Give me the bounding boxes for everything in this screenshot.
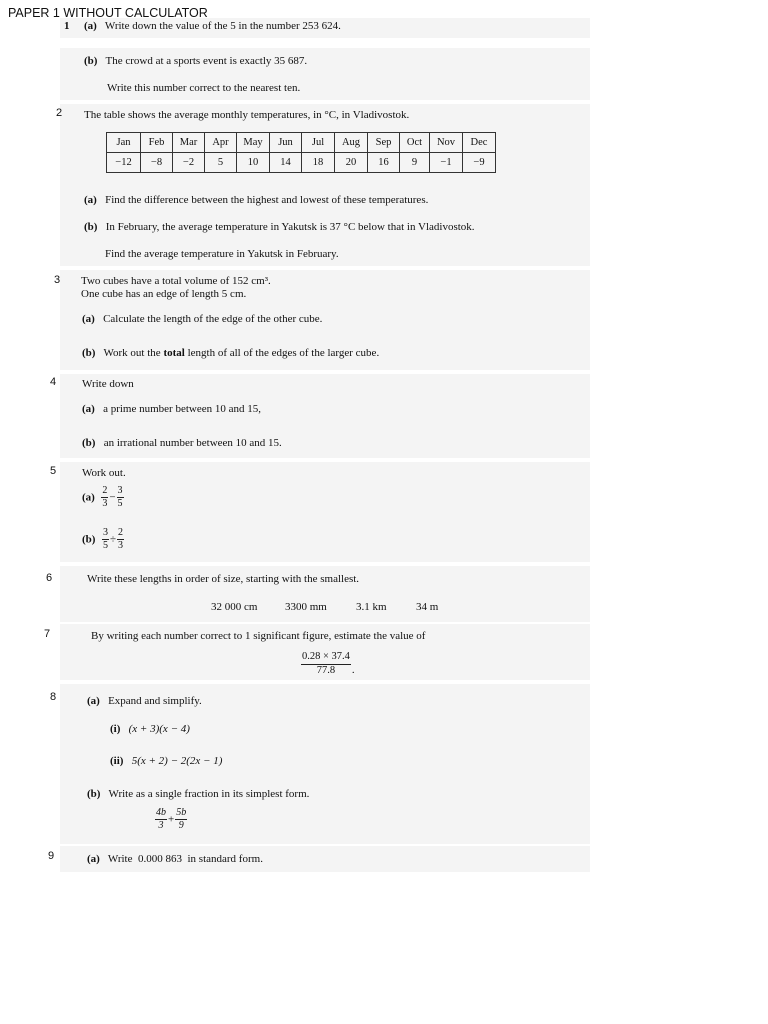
part-text: Find the difference between the highest and lowest of these temperatures. [105, 194, 429, 206]
fraction-numerator: 5b [176, 807, 187, 818]
part-text: In February, the average temperature in Yakutsk is 37 °C below that in Vladivostok. [105, 221, 475, 233]
question-intro: Write down [82, 378, 134, 390]
table-cell: Aug [335, 133, 368, 153]
page-title: PAPER 1 WITHOUT CALCULATOR [8, 6, 208, 20]
scan-band [60, 104, 590, 266]
table-cell: −1 [430, 153, 463, 173]
question-part [84, 221, 475, 233]
part-text: Write as a single fraction in its simplest form. [108, 788, 310, 800]
table-cell: Nov [430, 133, 463, 153]
table-cell: 20 [335, 153, 368, 173]
full-stop: . [351, 664, 355, 676]
fraction-denominator: 3 [102, 498, 108, 509]
part-text: Write down the value of the 5 in the number 253 624. [104, 20, 341, 32]
fraction-denominator: 5 [102, 540, 108, 551]
part-text: Write this number correct to the nearest ten. [107, 82, 301, 94]
table-cell: 10 [237, 153, 270, 173]
fraction-numerator: 3 [102, 527, 108, 538]
question-subpart [110, 723, 190, 735]
expression: (x + 3)(x − 4) [128, 723, 190, 735]
part-label: (b) [82, 437, 96, 449]
question-intro: The table shows the average monthly temperatures, in °C, in Vladivostok. [84, 109, 410, 121]
estimate-expression [300, 652, 355, 676]
part-text: length of all of the edges of the larger cube. [184, 347, 380, 359]
part-label: (a) [82, 313, 95, 325]
part-text: Work out the [103, 347, 164, 359]
part-text: Write 0.000 863 in standard form. [107, 853, 263, 865]
fraction-numerator: 0.28 × 37.4 [301, 652, 351, 665]
part-text: Calculate the length of the edge of the other cube. [103, 313, 323, 325]
fraction-denominator: 77.8 [316, 664, 336, 676]
part-label: (a) [82, 491, 95, 504]
table-cell: Mar [173, 133, 205, 153]
part-text: The crowd at a sports event is exactly 35 687. [105, 55, 308, 67]
part-text-bold: total [163, 347, 185, 359]
table-cell: May [237, 133, 270, 153]
table-cell: −9 [463, 153, 496, 173]
part-label: (b) [84, 221, 98, 233]
question-intro: By writing each number correct to 1 significant figure, estimate the value of [91, 630, 426, 642]
length-value: 3300 mm [285, 601, 327, 613]
question-part [84, 55, 307, 67]
question-number: 4 [50, 376, 57, 388]
fraction-denominator: 9 [178, 820, 184, 831]
operator: − [109, 491, 116, 504]
table-cell: 5 [205, 153, 237, 173]
fraction [175, 808, 187, 831]
part-text: Expand and simplify. [108, 695, 202, 707]
fraction-denominator: 3 [158, 820, 164, 831]
part-label: (b) [82, 533, 96, 546]
fraction-numerator: 3 [117, 485, 123, 496]
table-cell: −12 [107, 153, 141, 173]
question-subpart [110, 755, 222, 767]
temperature-table [106, 132, 496, 173]
question-number: 9 [48, 850, 55, 862]
question-part [87, 695, 202, 707]
table-cell: −2 [173, 153, 205, 173]
part-label: (a) [84, 194, 97, 206]
table-cell: Oct [400, 133, 430, 153]
part-text: Find the average temperature in Yakutsk in February. [105, 248, 339, 260]
fraction [301, 652, 351, 676]
table-header-row [107, 133, 496, 153]
table-cell: −8 [141, 153, 173, 173]
part-label: (a) [87, 695, 100, 707]
expression: 5(x + 2) − 2(2x − 1) [131, 755, 223, 767]
part-label: (b) [87, 788, 101, 800]
table-cell: Sep [368, 133, 400, 153]
question-part [84, 20, 341, 32]
part-label: (a) [87, 853, 100, 865]
question-part [84, 194, 428, 206]
table-cell: Apr [205, 133, 237, 153]
table-cell: 9 [400, 153, 430, 173]
question-number: 5 [50, 465, 57, 477]
part-label: (a) [84, 20, 97, 32]
table-cell: 16 [368, 153, 400, 173]
fraction [102, 528, 109, 551]
question-intro: Work out. [82, 467, 126, 479]
question-part [82, 437, 282, 449]
table-cell: Dec [463, 133, 496, 153]
fraction-numerator: 2 [118, 527, 123, 538]
fraction-denominator: 5 [117, 498, 123, 509]
table-row [107, 153, 496, 173]
length-value: 34 m [416, 601, 439, 613]
length-value: 32 000 cm [211, 601, 258, 613]
subpart-label: (i) [110, 723, 121, 735]
question-intro: Two cubes have a total volume of 152 cm³. [81, 275, 271, 287]
question-part [82, 528, 125, 551]
table-cell: Feb [141, 133, 173, 153]
question-number: 1 [64, 20, 70, 32]
question-number: 2 [56, 107, 63, 119]
question-part [82, 403, 261, 415]
fraction-numerator: 2 [102, 485, 108, 496]
length-value: 3.1 km [356, 601, 387, 613]
fraction [117, 528, 124, 551]
table-cell: Jul [302, 133, 335, 153]
question-part [87, 788, 309, 800]
table-cell: Jan [107, 133, 141, 153]
operator: + [168, 813, 175, 826]
part-text: a prime number between 10 and 15, [103, 403, 261, 415]
scan-band [60, 462, 590, 562]
part-label: (b) [82, 347, 96, 359]
table-cell: Jun [270, 133, 302, 153]
question-part [82, 347, 379, 359]
question-intro: Write these lengths in order of size, starting with the smallest. [87, 573, 360, 585]
question-part [87, 853, 263, 865]
fraction-denominator: 3 [118, 540, 123, 551]
question-number: 8 [50, 691, 57, 703]
fraction-expression [154, 808, 188, 831]
question-number: 7 [44, 628, 51, 640]
fraction-numerator: 4b [156, 807, 166, 818]
part-label: (a) [82, 403, 95, 415]
fraction [117, 486, 124, 509]
subpart-label: (ii) [110, 755, 124, 767]
question-number: 3 [54, 274, 61, 286]
table-cell: 18 [302, 153, 335, 173]
question-part [82, 313, 322, 325]
question-part [82, 486, 125, 509]
fraction [101, 486, 108, 509]
operator: ÷ [109, 533, 116, 546]
part-label: (b) [84, 55, 98, 67]
table-cell: 14 [270, 153, 302, 173]
question-intro: One cube has an edge of length 5 cm. [81, 288, 247, 300]
fraction [155, 808, 167, 831]
question-number: 6 [46, 572, 53, 584]
part-text: an irrational number between 10 and 15. [103, 437, 282, 449]
